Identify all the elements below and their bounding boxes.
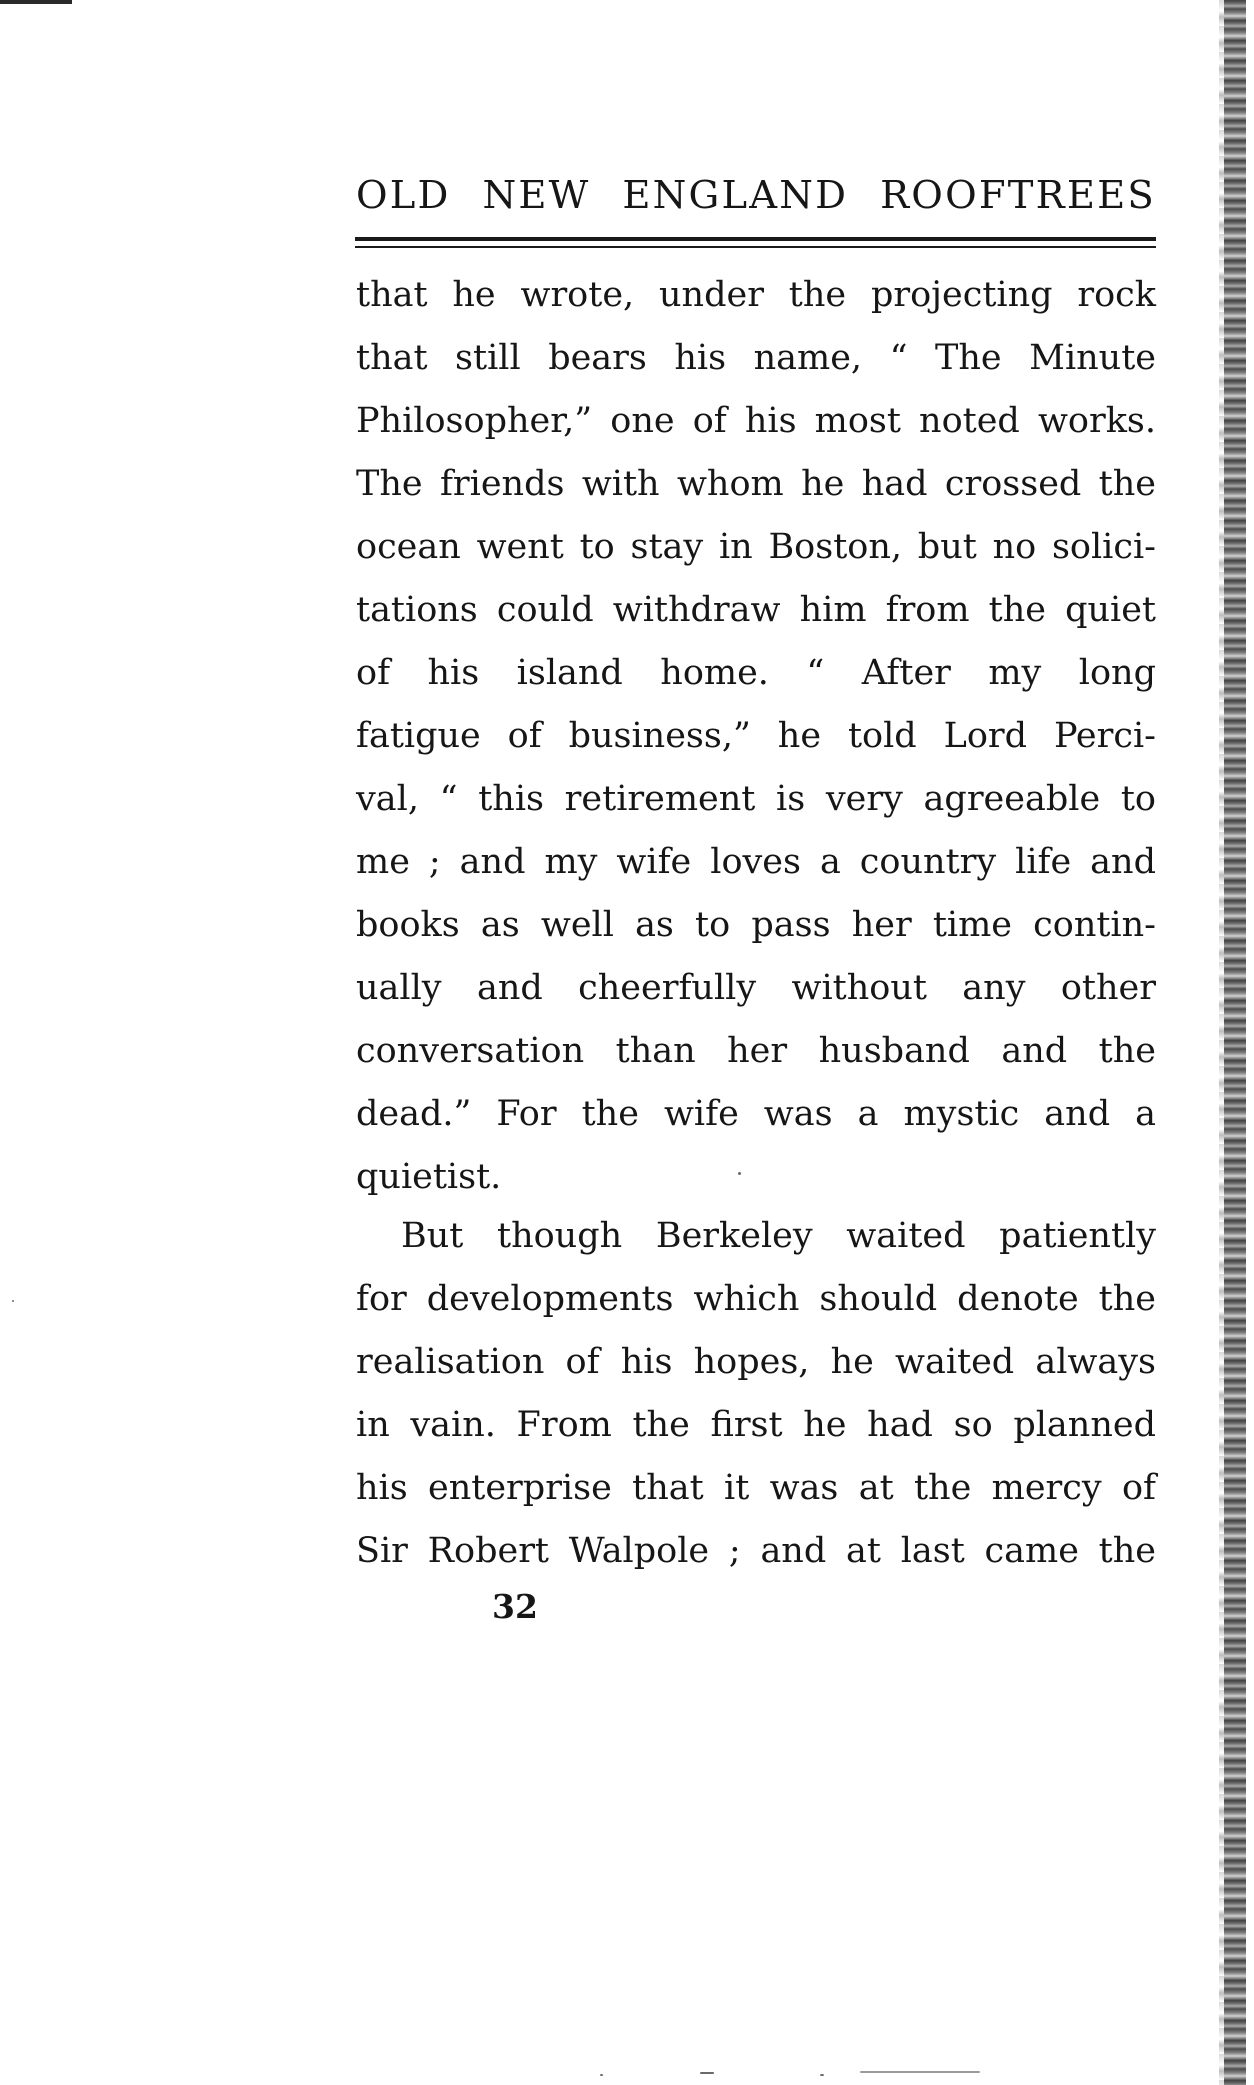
- scan-speck: [820, 2074, 824, 2076]
- running-head: OLD NEW ENGLAND ROOFTREES: [356, 173, 1156, 218]
- scan-page-edge: [1224, 0, 1246, 2085]
- text-line: that still bears his name, “ The Minute: [356, 338, 1156, 378]
- text-line: me ; and my wife loves a country life and: [356, 842, 1156, 882]
- text-line: his enterprise that it was at the mercy of: [356, 1468, 1156, 1508]
- header-rule-thick: [355, 237, 1156, 241]
- text-line: of his island home. “ After my long: [356, 653, 1156, 693]
- text-line: realisation of his hopes, he waited always: [356, 1342, 1156, 1382]
- text-line: conversation than her husband and the: [356, 1031, 1156, 1071]
- text-line: Philosopher,” one of his most noted works.: [356, 401, 1156, 441]
- text-line: But though Berkeley waited patiently: [401, 1216, 1156, 1256]
- text-line: books as well as to pass her time contin-: [356, 905, 1156, 945]
- page-number: 32: [492, 1587, 538, 1626]
- text-line: ocean went to stay in Boston, but no solici-: [356, 527, 1156, 567]
- scan-corner-mark: [0, 0, 72, 4]
- text-line: quietist.: [356, 1157, 502, 1197]
- header-rule-thin: [355, 246, 1156, 248]
- scan-speck: [738, 1172, 741, 1175]
- scan-speck: [12, 1300, 14, 1302]
- text-line: The friends with whom he had crossed the: [356, 464, 1156, 504]
- paragraph-2: [356, 1205, 1156, 1583]
- text-line: fatigue of business,” he told Lord Perci-: [356, 716, 1156, 756]
- scan-speck: [600, 2074, 603, 2076]
- text-line: Sir Robert Walpole ; and at last came the: [356, 1531, 1156, 1571]
- scan-speck: [860, 2071, 980, 2073]
- text-line: ually and cheerfully without any other: [356, 968, 1156, 1008]
- text-line: that he wrote, under the projecting rock: [356, 275, 1156, 315]
- text-line: in vain. From the first he had so planned: [356, 1405, 1156, 1445]
- text-line: val, “ this retirement is very agreeable to: [356, 779, 1156, 819]
- scan-speck: [700, 2072, 714, 2074]
- paragraph-1: [356, 264, 1156, 1209]
- text-line: dead.” For the wife was a mystic and a: [356, 1094, 1156, 1134]
- text-line: for developments which should denote the: [356, 1279, 1156, 1319]
- text-line: tations could withdraw him from the quiet: [356, 590, 1156, 630]
